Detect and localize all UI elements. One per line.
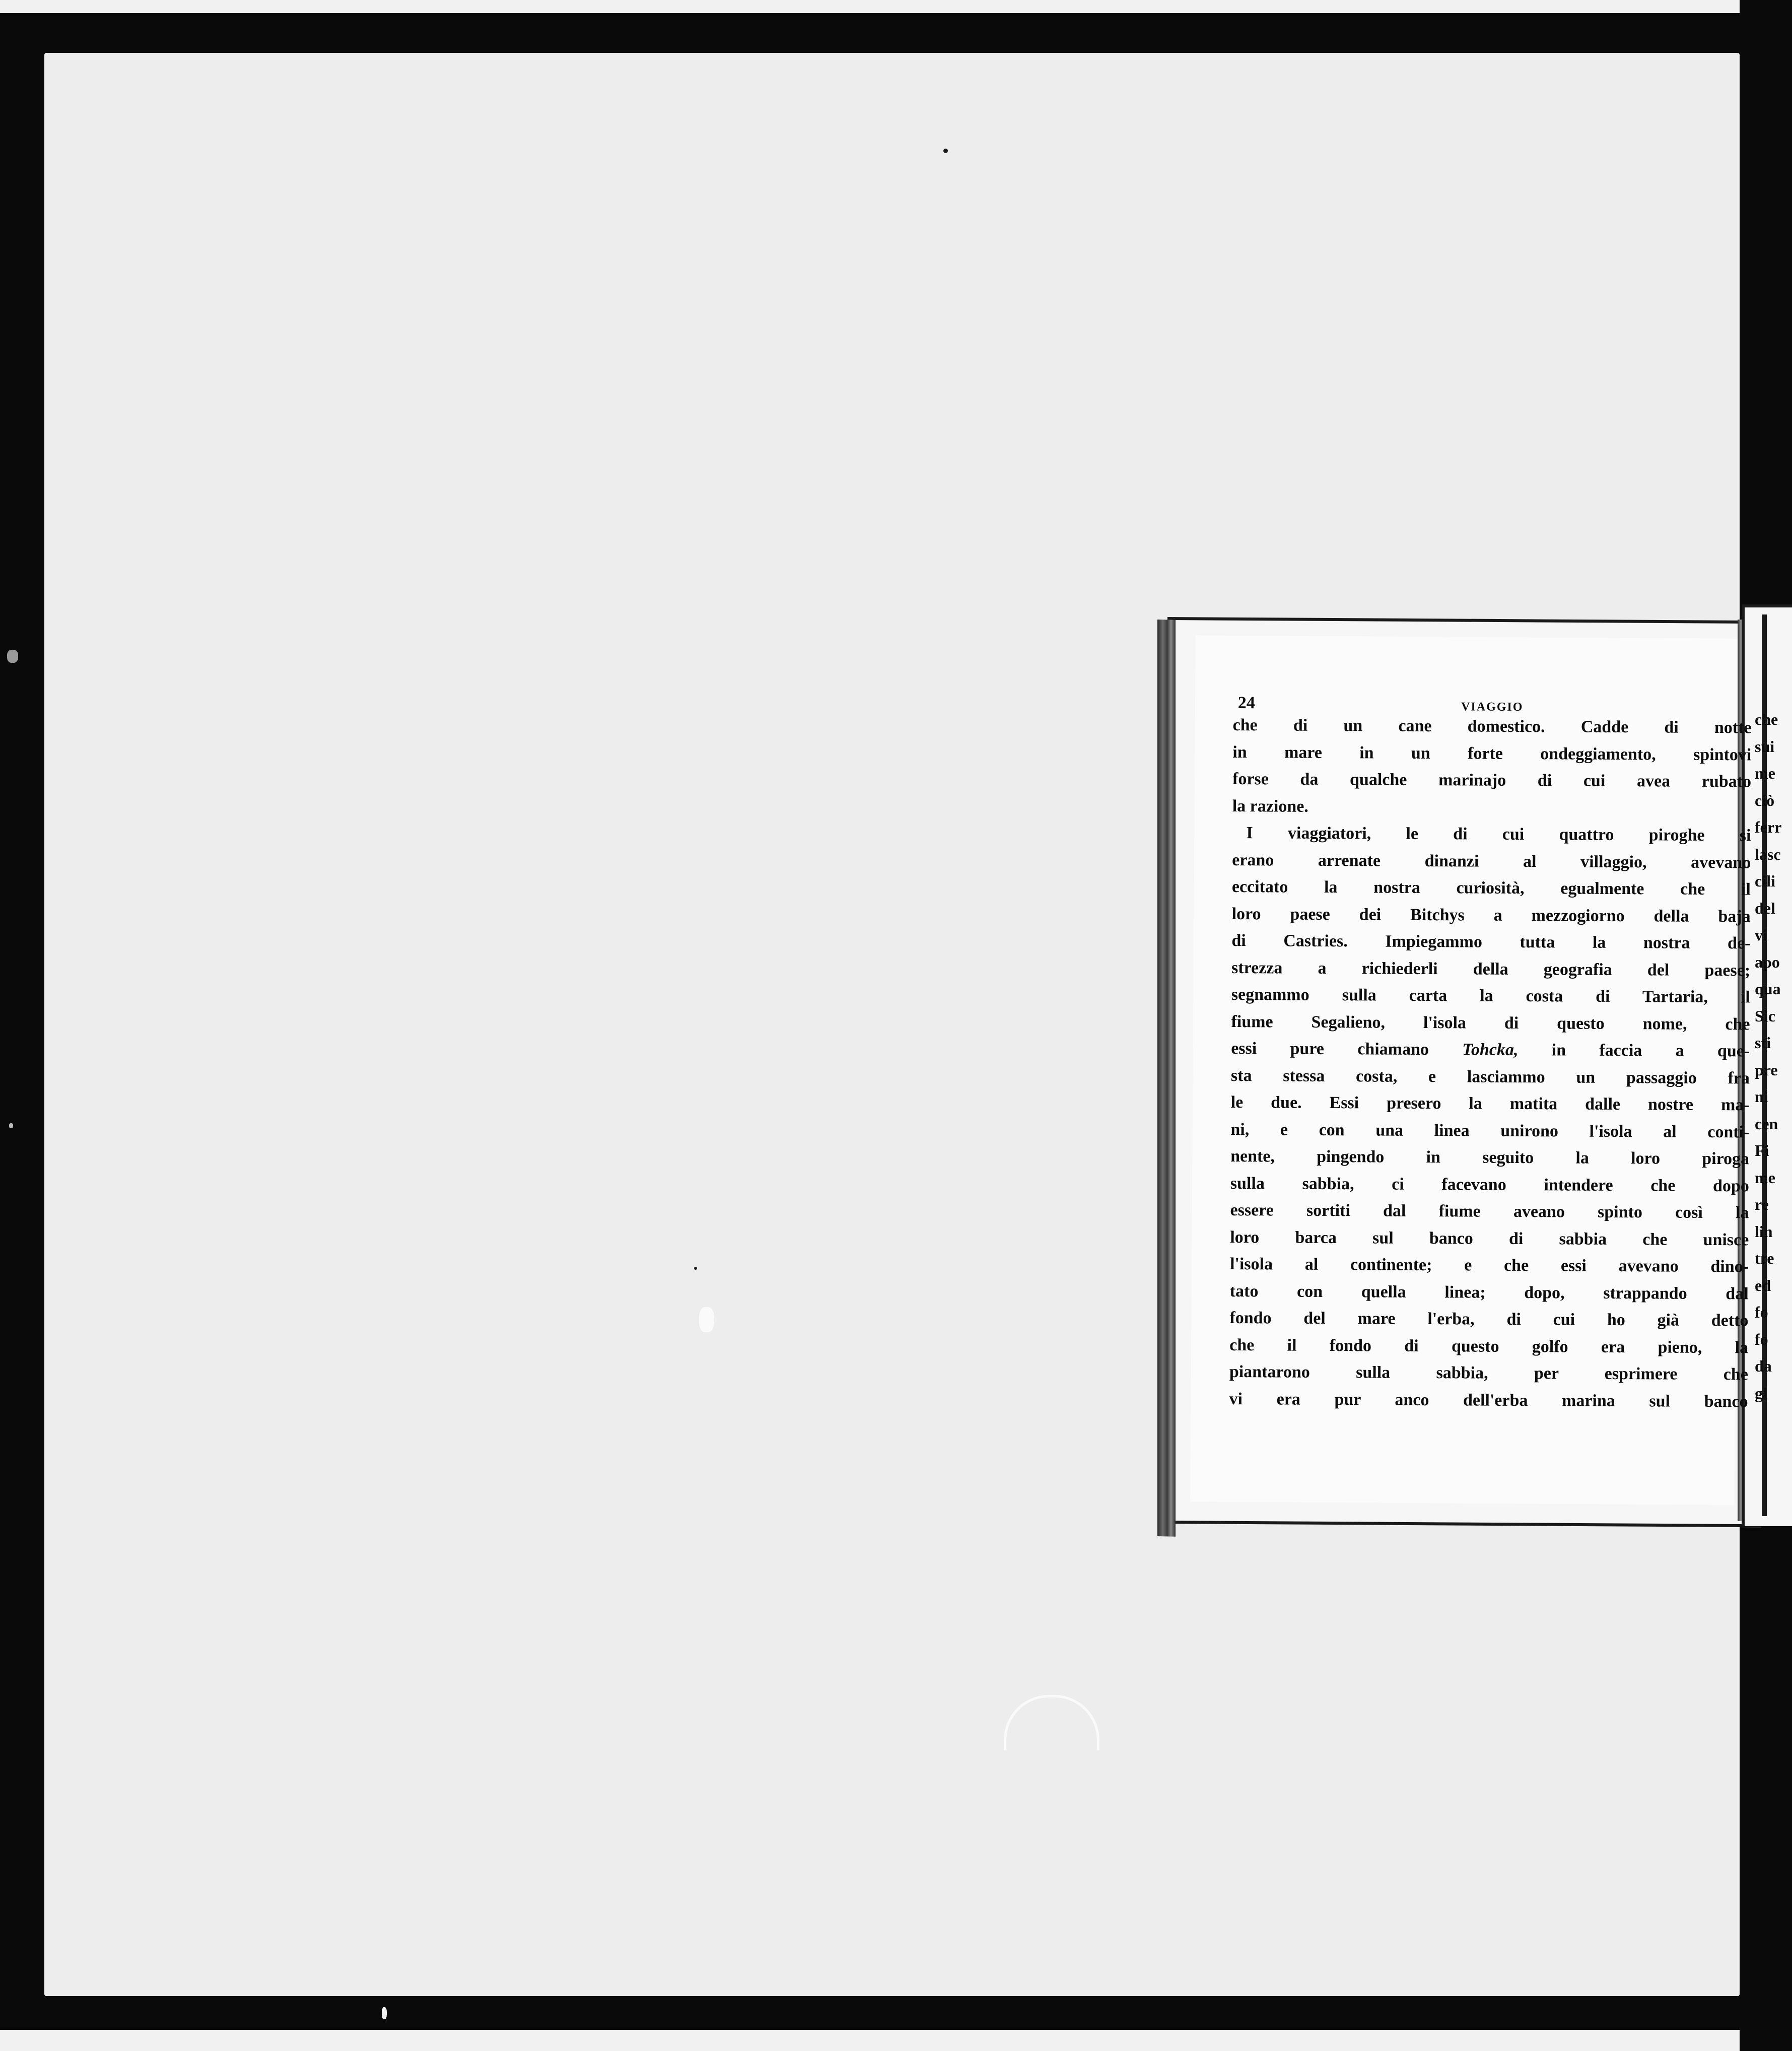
text-line-tohcka [1231, 1035, 1750, 1065]
text-line: essere sortiti dal fiume aveano spinto così la [1230, 1200, 1749, 1222]
text-fragment: fo [1755, 1330, 1768, 1348]
text-fragment: re [1755, 1195, 1769, 1213]
text-line: l'isola al continente; e che essi avevano dino- [1229, 1254, 1749, 1276]
text-line: eccitato la nostra curiosità, egualmente che il [1231, 877, 1751, 899]
text-fragment: gl [1755, 1384, 1767, 1402]
text-fragment: lasc [1755, 845, 1781, 863]
dust-speck [943, 149, 948, 153]
text-fragment: essi pure chiamano [1231, 1039, 1463, 1059]
film-bottom-margin [0, 2030, 1740, 2051]
text-line: sulla sabbia, ci facevano intendere che dopo [1230, 1174, 1749, 1195]
text-fragment: apo [1755, 952, 1780, 971]
page-number: 24 [1237, 694, 1255, 713]
text-line: vi era pur anco dell'erba marina sul banco [1229, 1389, 1748, 1411]
film-blemish [382, 2007, 387, 2019]
text-line: tato con quella linea; dopo, strappando dal [1229, 1281, 1749, 1303]
text-line: I viaggiatori, le di cui quattro piroghe si [1246, 824, 1751, 845]
text-line: che il fondo di questo golfo era pieno, la [1229, 1335, 1749, 1357]
text-fragment: sui [1755, 737, 1775, 756]
text-line: nente, pingendo in seguito la loro piroga [1230, 1146, 1750, 1169]
text-fragment: fo [1755, 1303, 1768, 1321]
film-blemish [9, 1123, 13, 1128]
open-book [1157, 599, 1784, 1536]
text-line: che di un cane domestico. Cadde di notte [1232, 715, 1752, 737]
text-fragment: da [1755, 1357, 1772, 1375]
text-line: le due. Essi presero la matita dalle nostre ma- [1230, 1092, 1750, 1115]
text-fragment: Fi [1755, 1141, 1769, 1159]
text-fragment: del [1755, 899, 1775, 917]
film-scratch [1004, 1695, 1099, 1750]
film-blemish [7, 650, 18, 663]
text-fragment: vi [1755, 926, 1767, 944]
text-fragment: me [1755, 1168, 1775, 1187]
text-fragment: in faccia a que- [1518, 1040, 1750, 1061]
text-line: fondo del mare l'erba, di cui ho già detto [1229, 1308, 1749, 1330]
left-page-text [1229, 688, 1752, 1415]
text-line: loro paese dei Bitchys a mezzogiorno della baja [1231, 904, 1751, 926]
text-line: di Castries. Impiegammo tutta la nostra de- [1231, 931, 1751, 953]
text-fragment: ferr [1755, 818, 1782, 836]
microfilm-frame [44, 53, 1782, 1996]
film-blemish [699, 1307, 714, 1332]
text-line: in mare in un forte ondeggiamento, spintovi [1232, 742, 1752, 764]
text-line: loro barca sul banco di sabbia che unisce [1230, 1227, 1749, 1249]
right-page-text [1755, 706, 1790, 1407]
running-head [1233, 688, 1752, 714]
text-line: fiume Segalieno, l'isola di questo nome, che [1231, 1012, 1750, 1034]
film-top-margin [0, 0, 1740, 13]
book-fore-edge [1157, 620, 1176, 1537]
text-fragment: ed [1755, 1276, 1771, 1294]
text-line: segnammo sulla carta la costa di Tartaria, il [1231, 985, 1750, 1007]
text-fragment: qua [1755, 980, 1781, 998]
dust-speck [694, 1267, 697, 1270]
text-line: la razione. [1232, 796, 1308, 816]
text-fragment: ciò [1755, 791, 1775, 809]
text-line: erano arrenate dinanzi al villaggio, avevano [1232, 850, 1751, 872]
text-line: sta stessa costa, e lasciammo un passaggio fra [1230, 1066, 1750, 1087]
text-fragment: cili [1755, 872, 1775, 890]
running-title: VIAGGIO [1461, 700, 1524, 714]
text-fragment: pre [1755, 1060, 1778, 1079]
text-line: forse da qualche marinajo di cui avea rubato [1232, 769, 1752, 791]
text-line: ni, e con una linea unirono l'isola al conti- [1230, 1120, 1750, 1141]
text-fragment: tre [1755, 1249, 1774, 1267]
text-fragment: che [1755, 710, 1778, 728]
text-fragment: sti [1755, 1034, 1771, 1052]
italic-word: Tohcka, [1462, 1040, 1519, 1059]
text-fragment: ni [1755, 1087, 1768, 1106]
text-fragment: me [1755, 764, 1775, 782]
text-line: piantarono sulla sabbia, per esprimere che [1229, 1362, 1748, 1384]
text-fragment: Sic [1755, 1006, 1775, 1025]
text-fragment: cen [1755, 1114, 1778, 1133]
text-fragment: lin [1755, 1222, 1773, 1241]
text-line: strezza a richiederli della geografia del paese; [1231, 958, 1751, 980]
